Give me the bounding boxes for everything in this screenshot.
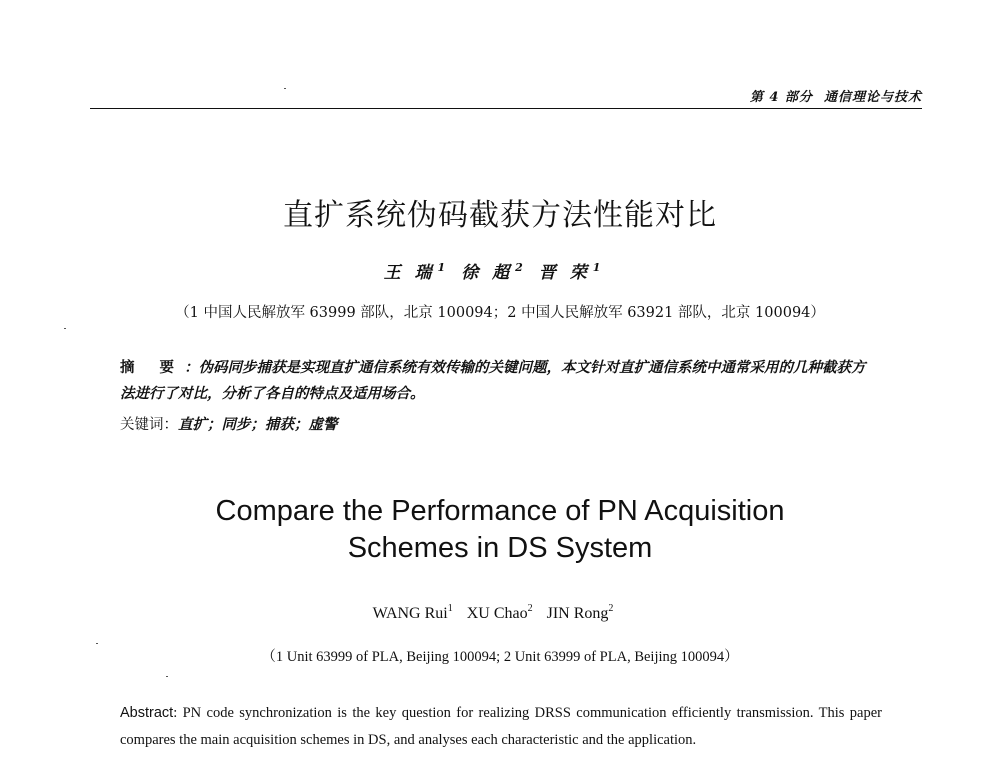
abstract-text: 伪码同步捕获是实现直扩通信系统有效传输的关键问题，本文针对直扩通信系统中通常采用的几种截获方法进行了对比，分析了各自的特点及适用场合。	[120, 359, 866, 402]
english-title-line: Compare the Performance of PN Acquisition	[215, 495, 785, 527]
english-title	[0, 493, 1000, 567]
header-rule	[90, 108, 922, 109]
abstract-label: 摘 要	[120, 359, 185, 376]
running-header	[750, 86, 922, 105]
author-name: 晋 荣	[538, 263, 591, 283]
english-title-line: Schemes in DS System	[347, 532, 653, 564]
keywords-text: 直扩；同步；捕获；虚警	[178, 416, 338, 433]
author-name: JIN Rong	[546, 605, 609, 622]
scan-speck	[96, 643, 98, 644]
scan-speck	[166, 676, 168, 677]
author-name: XU Chao	[466, 605, 528, 622]
author-affil-mark: 2	[608, 603, 614, 614]
chinese-abstract: 摘 要：伪码同步捕获是实现直扩通信系统有效传输的关键问题，本文针对直扩通信系统中通常采用的几种截获方法进行了对比，分析了各自的特点及适用场合。	[120, 359, 866, 402]
chinese-affiliation: （1 中国人民解放军 63999 部队，北京 100094；2 中国人民解放军 63921 部队，北京 100094）	[175, 305, 825, 321]
author-name: WANG Rui	[372, 605, 448, 622]
author-name: 王 瑞	[383, 263, 436, 283]
header-topic: 通信理论与技术	[823, 90, 922, 105]
author-affil-mark: 2	[515, 261, 523, 274]
author-affil-mark: 1	[447, 603, 453, 614]
english-authors	[0, 603, 1000, 623]
author-name: 徐 超	[461, 263, 514, 283]
scan-speck	[64, 328, 66, 329]
english-affiliation: （1 Unit 63999 of PLA, Beijing 100094; 2 Unit 63999 of PLA, Beijing 100094）	[261, 649, 739, 665]
keywords-label: 关键词	[120, 417, 164, 433]
scan-speck	[284, 88, 286, 89]
header-section: 第 4 部分	[749, 90, 813, 105]
english-abstract: Abstract: PN code synchronization is the key question for realizing DRSS communication efficiently transmission. This paper compares the main acquisition schemes in DS, and analyses each characteristic and the application.	[120, 705, 883, 748]
author-affil-mark: 1	[437, 261, 446, 274]
chinese-authors	[0, 258, 1000, 283]
chinese-keywords: 关键词：直扩；同步；捕获；虚警	[120, 416, 338, 433]
author-affil-mark: 2	[527, 603, 533, 614]
author-affil-mark: 1	[592, 261, 601, 274]
chinese-title: 直扩系统伪码截获方法性能对比	[283, 198, 717, 233]
abstract-label: Abstract	[120, 705, 174, 721]
abstract-text: PN code synchronization is the key question for realizing DRSS communication efficiently transmission. This paper compares the main acquisition schemes in DS, and analyses each characteristic and the application.	[120, 705, 883, 748]
